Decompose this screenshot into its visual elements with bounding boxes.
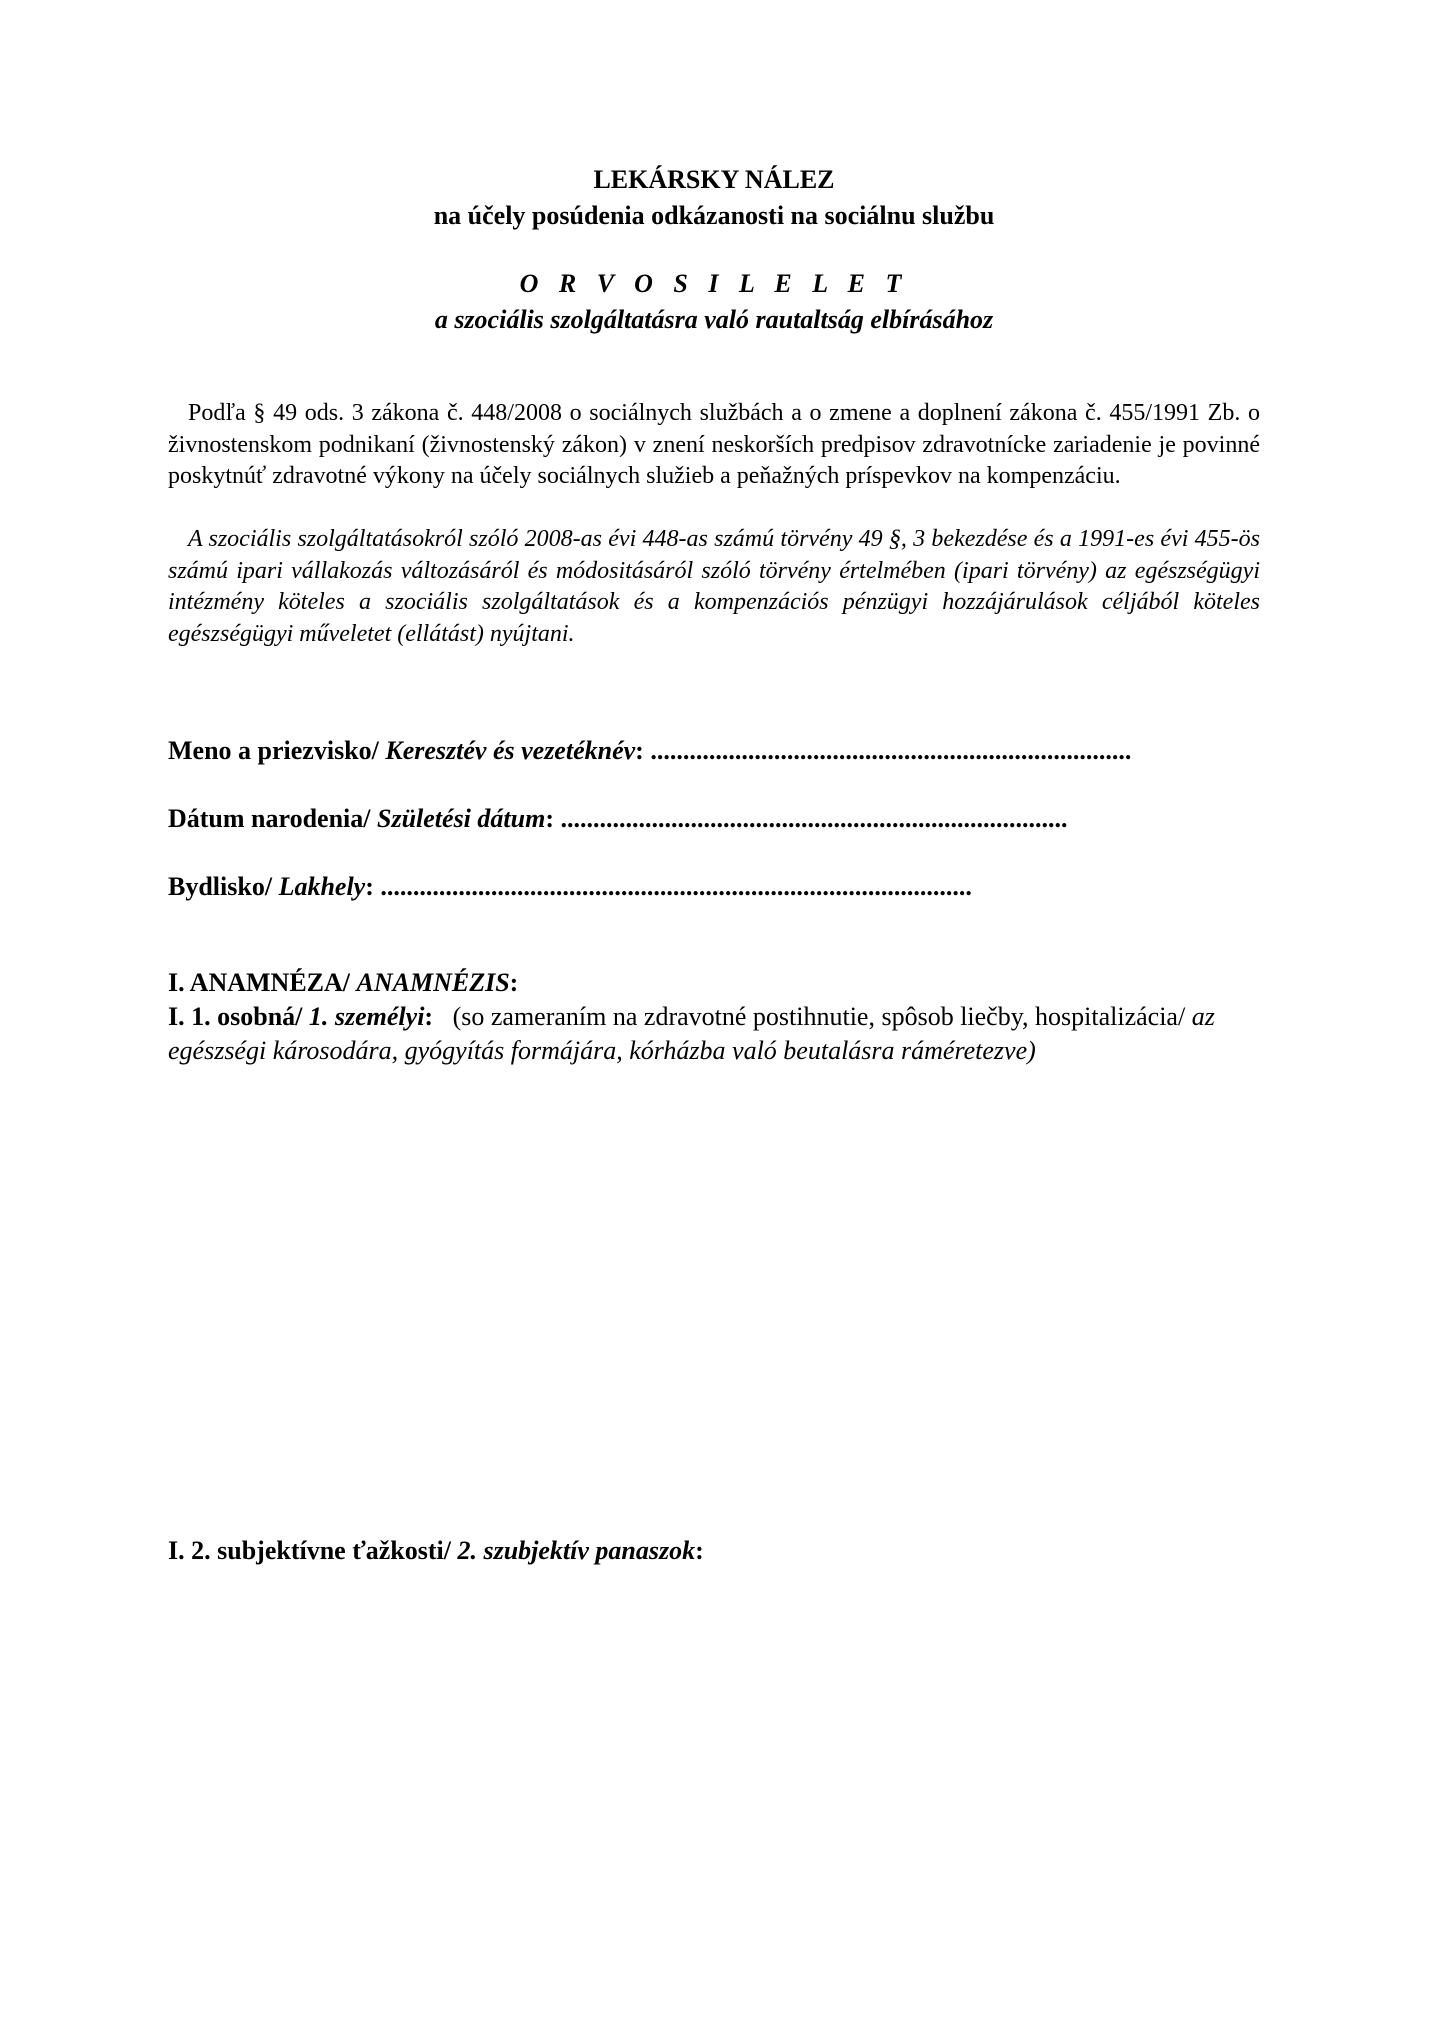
personal-anamnesis-text-hungarian: az egészségi károsodára, gyógyítás formájára, kórházba való beutalásra ráméretezve) <box>168 1002 1215 1065</box>
name-blank[interactable]: : .......................................................................... <box>635 736 1132 765</box>
birth-date-field[interactable] <box>168 802 1260 836</box>
subjective-complaints-heading <box>168 1534 1260 1568</box>
personal-anamnesis <box>168 1000 1260 1068</box>
anamnesis-heading-colon: : <box>509 968 519 997</box>
name-label: Meno a priezvisko/ <box>168 736 386 765</box>
document-title-hungarian: O R V O S I L E L E T <box>519 269 909 298</box>
birth-date-label-hungarian: Születési dátum <box>377 804 546 833</box>
personal-anamnesis-text-slovak: (so zameraním na zdravotné postihnutie, spôsob liečby, hospitalizácia/ <box>452 1002 1192 1031</box>
address-label: Bydlisko/ <box>168 872 279 901</box>
birth-date-blank[interactable]: : .............................................................................. <box>545 804 1068 833</box>
document-subtitle: na účely posúdenia odkázanosti na sociálnu službu <box>433 201 995 230</box>
subjective-complaints-heading-colon: : <box>695 1536 704 1565</box>
intro-text-hungarian: A szociális szolgáltatásokról szóló 2008-as évi 448-as számú törvény 49 §, 3 bekezdése és a 1991-es évi 455-ös számú ipari vállakozás változásáról és módositásáról szóló törvény értelmében (ipari törvény) az egészségügyi intézmény köteles a szociális szolgáltatások és a kompenzációs pénzügyi hozzájárulások céljából köteles egészségügyi műveletet (ellátást) nyújtani. <box>168 526 1260 647</box>
name-label-hungarian: Keresztév és vezetéknév <box>385 736 636 765</box>
address-blank[interactable]: : ........................................................................................... <box>365 872 972 901</box>
personal-anamnesis-label <box>168 1002 433 1031</box>
intro-paragraph-hungarian <box>168 524 1260 650</box>
personal-anamnesis-label-hungarian: 1. személyi <box>308 1002 425 1031</box>
anamnesis-heading-slovak: I. ANAMNÉZA/ <box>168 968 357 997</box>
personal-anamnesis-label-slovak: I. 1. osobná/ <box>168 1002 309 1031</box>
subjective-complaints-heading-slovak: I. 2. subjektívne ťažkosti/ <box>168 1536 458 1565</box>
subjective-complaints-heading-hungarian: 2. szubjektív panaszok <box>457 1536 696 1565</box>
anamnesis-heading <box>168 966 1260 1000</box>
intro-paragraph-slovak <box>168 398 1260 493</box>
name-field[interactable] <box>168 734 1260 768</box>
intro-text-slovak: Podľa § 49 ods. 3 zákona č. 448/2008 o sociálnych službách a o zmene a doplnení zákona č. 455/1991 Zb. o živnostenskom podnikaní (živnostenský zákon) v znení neskorších predpisov zdravotnícke zariadenie je povinné poskytnúť zdravotné výkony na účely sociálnych služieb a peňažných príspevkov na kompenzáciu. <box>168 400 1260 489</box>
address-field[interactable] <box>168 870 1260 904</box>
birth-date-label: Dátum narodenia/ <box>168 804 377 833</box>
anamnesis-heading-hungarian: ANAMNÉZIS <box>356 968 510 997</box>
document-subtitle-hungarian: a szociális szolgáltatásra való rautaltság elbírásához <box>434 305 994 334</box>
document-title: LEKÁRSKY NÁLEZ <box>593 165 835 194</box>
address-label-hungarian: Lakhely <box>278 872 366 901</box>
personal-anamnesis-label-colon: : <box>424 1002 434 1031</box>
